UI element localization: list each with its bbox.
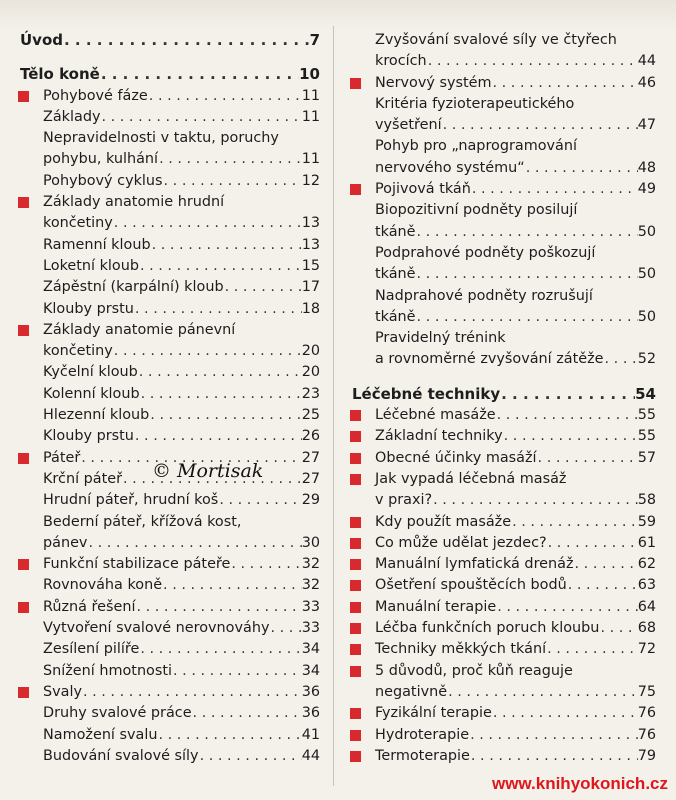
dot-leader	[547, 533, 638, 554]
toc-entry-title: Zápěstní (karpální) kloub	[43, 279, 224, 296]
toc-entry	[350, 597, 656, 618]
toc-entry-title: Základy anatomie hrudní	[43, 194, 225, 211]
toc-entry	[18, 597, 320, 618]
red-square-bullet-icon	[18, 453, 29, 464]
toc-page-number: 59	[637, 513, 656, 530]
toc-entry-title: Snížení hmotnosti	[43, 662, 173, 679]
toc-page-number: 34	[301, 662, 320, 679]
dot-leader	[546, 639, 638, 660]
dot-leader	[567, 575, 638, 596]
toc-page-number: 13	[301, 236, 320, 253]
toc-page-number: 11	[301, 151, 320, 168]
toc-entry	[350, 136, 656, 179]
dot-leader	[599, 618, 637, 639]
toc-entry	[18, 618, 320, 639]
toc-entry-title: Techniky měkkých tkání	[375, 641, 547, 658]
toc-entry-title: Úvod	[20, 31, 64, 49]
toc-entry-title: končetiny	[43, 343, 113, 360]
toc-entry-title: tkáně	[375, 266, 416, 283]
toc-entry	[18, 703, 320, 724]
dot-leader	[140, 384, 302, 405]
red-square-bullet-icon	[350, 644, 361, 655]
toc-entry	[350, 448, 656, 469]
red-square-bullet-icon	[350, 453, 361, 464]
dot-leader	[135, 597, 301, 618]
toc-entry	[18, 235, 320, 256]
toc-entry-title: Léčebné techniky	[352, 384, 501, 403]
toc-entry-title: tkáně	[375, 223, 416, 240]
toc-entry	[350, 639, 656, 660]
toc-page-number: 27	[301, 449, 320, 466]
toc-entry-title: Manuální lymfatická drenáž	[375, 556, 574, 573]
toc-entry	[18, 554, 320, 575]
toc-entry-title: Fyzikální terapie	[375, 705, 492, 722]
toc-entry	[18, 682, 320, 703]
dot-leader	[199, 746, 302, 767]
toc-entry-title: Kolenní kloub	[43, 385, 140, 402]
dot-leader	[471, 179, 638, 200]
toc-page-number: 17	[301, 279, 320, 296]
red-square-bullet-icon	[18, 687, 29, 698]
bleed-through-strip	[0, 0, 676, 30]
dot-leader	[151, 235, 302, 256]
toc-entry-title: Páteř	[43, 449, 81, 466]
toc-entry-title: Zesílení pilíře	[43, 641, 140, 658]
red-square-bullet-icon	[18, 325, 29, 336]
toc-entry-title: Bederní páteř, křížová kost,	[43, 513, 242, 530]
dot-leader	[269, 618, 301, 639]
toc-entry	[18, 128, 320, 171]
toc-page-number: 44	[637, 53, 656, 70]
toc-page-number: 10	[299, 65, 320, 84]
dot-leader	[158, 149, 302, 170]
toc-entry	[350, 575, 656, 596]
toc-entry	[18, 320, 320, 363]
toc-entry-title: Pohybové fáze	[43, 87, 148, 104]
red-square-bullet-icon	[350, 708, 361, 719]
toc-entry-title: Kritéria fyzioterapeutického	[375, 95, 575, 112]
toc-entry	[350, 512, 656, 533]
dot-leader	[139, 639, 301, 660]
toc-column-left	[18, 30, 320, 767]
red-square-bullet-icon	[18, 91, 29, 102]
dot-leader	[100, 107, 301, 128]
dot-leader	[113, 341, 302, 362]
toc-entry	[350, 426, 656, 447]
toc-entry	[350, 405, 656, 426]
red-square-bullet-icon	[350, 623, 361, 634]
toc-page-number: 32	[301, 577, 320, 594]
toc-entry-title: Rovnováha koně	[43, 577, 163, 594]
toc-entry-title: Namožení svalu	[43, 726, 158, 743]
toc-entry-title: Základy anatomie pánevní	[43, 321, 236, 338]
toc-page-number: 58	[637, 492, 656, 509]
toc-page-number: 26	[301, 428, 320, 445]
dot-leader	[157, 725, 301, 746]
toc-page-number: 55	[637, 428, 656, 445]
toc-entry-title: Biopozitivní podněty posilují	[375, 202, 578, 219]
toc-entry-title: Základy	[43, 108, 101, 125]
dot-leader	[470, 746, 638, 767]
toc-entry	[350, 746, 656, 767]
red-square-bullet-icon	[350, 559, 361, 570]
toc-entry-title: Nadprahové podněty rozrušují	[375, 287, 593, 304]
dot-leader	[427, 51, 638, 72]
red-square-bullet-icon	[350, 431, 361, 442]
dot-leader	[163, 171, 302, 192]
dot-leader	[416, 264, 638, 285]
toc-page-number: 20	[301, 343, 320, 360]
toc-entry-title: Léčba funkčních poruch kloubu	[375, 620, 600, 637]
red-square-bullet-icon	[350, 474, 361, 485]
toc-entry	[18, 277, 320, 298]
dot-leader	[162, 575, 302, 596]
toc-entry	[18, 192, 320, 235]
toc-entry-title: Nepravidelnosti v taktu, poruchy	[43, 130, 279, 147]
toc-entry	[350, 30, 656, 73]
toc-entry-title: Krční páteř	[43, 470, 123, 487]
dot-leader	[500, 384, 635, 405]
toc-page-number: 62	[637, 556, 656, 573]
toc-entry	[350, 73, 656, 94]
toc-entry	[18, 405, 320, 426]
dot-leader	[432, 490, 638, 511]
toc-entry	[350, 469, 656, 512]
toc-entry	[18, 299, 320, 320]
toc-section	[18, 30, 320, 51]
dot-leader	[416, 222, 638, 243]
red-square-bullet-icon	[350, 184, 361, 195]
dot-leader	[442, 115, 638, 136]
red-square-bullet-icon	[18, 602, 29, 613]
red-square-bullet-icon	[350, 666, 361, 677]
toc-page-number: 68	[637, 620, 656, 637]
toc-page-number: 61	[637, 534, 656, 551]
red-square-bullet-icon	[350, 538, 361, 549]
dot-leader	[511, 512, 638, 533]
dot-leader	[172, 661, 302, 682]
toc-entry-title: pánev	[43, 534, 88, 551]
toc-entry	[350, 328, 656, 371]
toc-entry-title: Ošetření spouštěcích bodů	[375, 577, 567, 594]
toc-entry	[350, 703, 656, 724]
dot-leader	[574, 554, 638, 575]
toc-entry-title: Základní techniky	[375, 428, 503, 445]
toc-page-number: 49	[637, 181, 656, 198]
dot-leader	[113, 213, 302, 234]
toc-entry-title: Klouby prstu	[43, 428, 134, 445]
dot-leader	[139, 256, 302, 277]
toc-page-number: 13	[301, 215, 320, 232]
toc-page-number: 33	[301, 598, 320, 615]
toc-page-number: 11	[301, 87, 320, 104]
dot-leader	[416, 307, 638, 328]
toc-entry-title: Hlezenní kloub	[43, 407, 150, 424]
toc-entry-title: pohybu, kulhání	[43, 151, 159, 168]
toc-page-number: 36	[301, 705, 320, 722]
toc-entry-title: Pravidelný trénink	[375, 330, 506, 347]
toc-page-number: 15	[301, 257, 320, 274]
toc-entry-title: negativně	[375, 683, 448, 700]
toc-entry-title: Zvyšování svalové síly ve čtyřech	[375, 32, 617, 48]
toc-entry-title: Různá řešení	[43, 598, 136, 615]
red-square-bullet-icon	[18, 197, 29, 208]
toc-page-number: 18	[301, 300, 320, 317]
toc-entry-title: Klouby prstu	[43, 300, 134, 317]
dot-leader	[63, 30, 310, 51]
dot-leader	[604, 349, 638, 370]
toc-entry-title: Loketní kloub	[43, 257, 139, 274]
toc-page-number: 41	[301, 726, 320, 743]
toc-entry	[18, 426, 320, 447]
toc-page-number: 50	[637, 223, 656, 240]
dot-leader	[537, 448, 638, 469]
red-square-bullet-icon	[350, 410, 361, 421]
toc-page-number: 25	[301, 407, 320, 424]
toc-page-number: 57	[637, 449, 656, 466]
toc-entry	[350, 94, 656, 137]
toc-entry-title: vyšetření	[375, 117, 442, 134]
red-square-bullet-icon	[350, 602, 361, 613]
dot-leader	[100, 64, 299, 85]
toc-entry	[18, 490, 320, 511]
toc-page-number: 29	[301, 492, 320, 509]
dot-leader	[496, 597, 637, 618]
red-square-bullet-icon	[350, 517, 361, 528]
toc-page-number: 34	[301, 641, 320, 658]
dot-leader	[496, 405, 638, 426]
toc-entry-title: Hydroterapie	[375, 726, 470, 743]
toc-entry-title: 5 důvodů, proč kůň reaguje	[375, 662, 573, 679]
toc-page-number: 79	[637, 747, 656, 764]
dot-leader	[134, 426, 302, 447]
toc-page-number: 7	[309, 31, 320, 49]
toc-page-number: 72	[637, 641, 656, 658]
dot-leader	[149, 405, 301, 426]
toc-page-number: 44	[301, 747, 320, 764]
toc-page-number: 54	[635, 384, 656, 403]
dot-leader	[134, 299, 302, 320]
toc-entry	[350, 179, 656, 200]
toc-entry	[18, 384, 320, 405]
toc-entry-title: v praxi?	[375, 492, 433, 509]
toc-page-number: 64	[637, 598, 656, 615]
toc-entry-title: Podprahové podněty poškozují	[375, 244, 596, 261]
toc-entry-title: Jak vypadá léčebná masáž	[375, 470, 567, 487]
toc-page-number: 47	[637, 117, 656, 134]
toc-entry-title: Tělo koně	[20, 65, 100, 84]
toc-entry-title: Pojivová tkáň	[375, 181, 471, 198]
red-square-bullet-icon	[350, 580, 361, 591]
toc-entry	[350, 286, 656, 329]
toc-entry-title: krocích	[375, 53, 427, 70]
toc-page-number: 50	[637, 266, 656, 283]
toc-page-number: 12	[301, 172, 320, 189]
red-square-bullet-icon	[350, 78, 361, 89]
toc-entry	[350, 533, 656, 554]
toc-page-number: 52	[637, 351, 656, 368]
toc-entry	[18, 575, 320, 596]
toc-entry-title: Nervový systém	[375, 74, 492, 91]
toc-section	[18, 64, 320, 85]
toc-page-number: 50	[637, 308, 656, 325]
toc-entry	[18, 639, 320, 660]
dot-leader	[148, 86, 302, 107]
toc-entry	[18, 746, 320, 767]
toc-page-number: 76	[637, 726, 656, 743]
toc-entry	[350, 618, 656, 639]
dot-leader	[218, 490, 301, 511]
toc-page-number: 11	[301, 108, 320, 125]
dot-leader	[525, 158, 638, 179]
toc-entry-title: Manuální terapie	[375, 598, 497, 615]
toc-entry-title: nervového systému“	[375, 159, 525, 176]
toc-section	[350, 384, 656, 405]
toc-entry-title: Svaly	[43, 683, 82, 700]
toc-page-number: 46	[637, 74, 656, 91]
toc-entry-title: Kdy použít masáže	[375, 513, 512, 530]
dot-leader	[469, 725, 638, 746]
toc-entry	[18, 86, 320, 107]
toc-entry-title: Co může udělat jezdec?	[375, 534, 547, 551]
toc-entry	[18, 725, 320, 746]
dot-leader	[82, 682, 302, 703]
toc-entry-title: Budování svalové síly	[43, 747, 199, 764]
toc-entry-title: Druhy svalové práce	[43, 705, 192, 722]
toc-entry-title: Vytvoření svalové nerovnováhy	[43, 620, 270, 637]
toc-entry	[350, 243, 656, 286]
dot-leader	[87, 533, 301, 554]
toc-entry-title: končetiny	[43, 215, 113, 232]
toc-page-number: 20	[301, 364, 320, 381]
toc-entry-title: Kyčelní kloub	[43, 364, 138, 381]
red-square-bullet-icon	[350, 730, 361, 741]
toc-entry	[350, 661, 656, 704]
red-square-bullet-icon	[18, 559, 29, 570]
toc-entry	[18, 661, 320, 682]
dot-leader	[138, 362, 302, 383]
toc-page-number: 33	[301, 620, 320, 637]
dot-leader	[230, 554, 301, 575]
toc-entry-title: Hrudní páteř, hrudní koš	[43, 492, 219, 509]
toc-entry-title: Pohyb pro „naprogramování	[375, 138, 577, 155]
toc-entry	[18, 256, 320, 277]
toc-entry-title: Obecné účinky masáží	[375, 449, 537, 466]
toc-page-number: 63	[637, 577, 656, 594]
toc-page-number: 27	[301, 470, 320, 487]
toc-entry-title: Termoterapie	[375, 747, 470, 764]
dot-leader	[503, 426, 638, 447]
toc-page-number: 36	[301, 683, 320, 700]
toc-page-number: 75	[637, 683, 656, 700]
toc-page-number: 30	[301, 534, 320, 551]
dot-leader	[192, 703, 302, 724]
toc-entry-title: Léčebné masáže	[375, 407, 496, 424]
red-square-bullet-icon	[350, 751, 361, 762]
toc-page-number: 55	[637, 407, 656, 424]
column-divider	[333, 26, 334, 786]
toc-entry-title: Ramenní kloub	[43, 236, 151, 253]
site-url-link[interactable]: www.knihyokonich.cz	[491, 774, 668, 793]
dot-leader	[492, 73, 638, 94]
dot-leader	[447, 682, 638, 703]
dot-leader	[224, 277, 302, 298]
toc-entry	[18, 362, 320, 383]
toc-entry	[18, 107, 320, 128]
toc-entry-title: a rovnoměrné zvyšování zátěže	[375, 351, 604, 368]
watermark: © Mortisak	[152, 460, 264, 482]
toc-entry	[18, 512, 320, 555]
toc-entry-title: Funkční stabilizace páteře	[43, 556, 231, 573]
toc-entry	[18, 171, 320, 192]
toc-page-number: 76	[637, 705, 656, 722]
toc-entry	[350, 200, 656, 243]
toc-page-number: 23	[301, 385, 320, 402]
toc-page-number: 32	[301, 556, 320, 573]
dot-leader	[492, 703, 638, 724]
toc-column-right	[350, 30, 656, 767]
toc-entry	[350, 554, 656, 575]
toc-entry-title: tkáně	[375, 308, 416, 325]
toc-entry	[350, 725, 656, 746]
toc-entry-title: Pohybový cyklus	[43, 172, 163, 189]
toc-page-number: 48	[637, 159, 656, 176]
